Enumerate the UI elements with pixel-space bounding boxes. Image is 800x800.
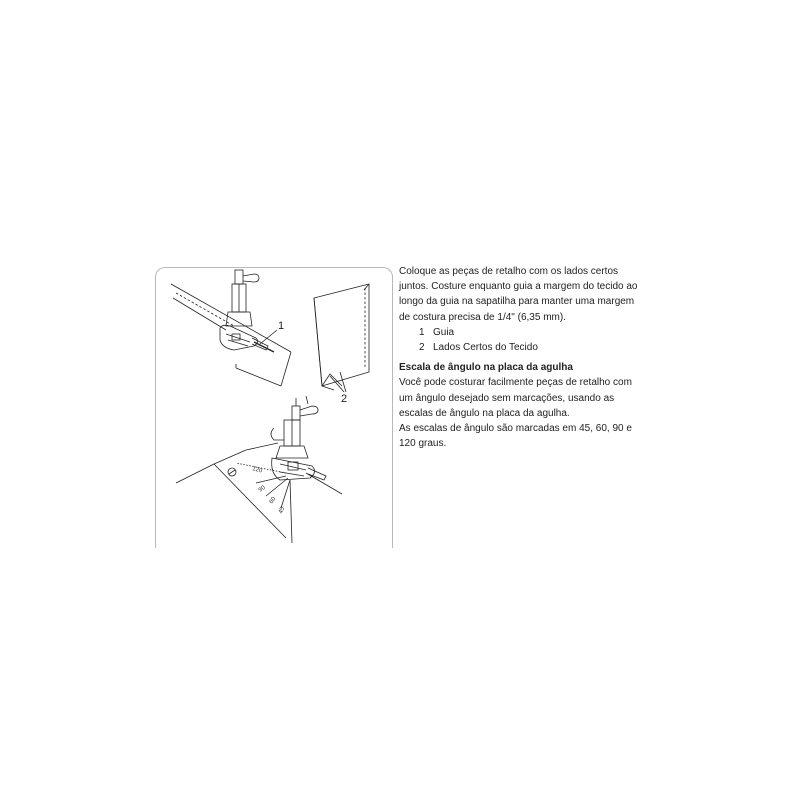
intro-paragraph: Coloque as peças de retalho com os lados certos juntos. Costure enquanto guia a margem do tecido ao longo da guia na sapatilha para manter uma margem de costura precisa de 1/4" (6,35 mm). (399, 266, 638, 323)
angle-label-120: 120 (251, 466, 263, 475)
section-heading: Escala de ângulo na placa da agulha (399, 362, 573, 374)
angle-label-60: 60 (268, 496, 278, 506)
fabric-right-sides-drawing (314, 284, 369, 392)
angle-scale-note: As escalas de ângulo são marcadas em 45, 60, 90 e 120 graus. (399, 423, 632, 450)
angle-label-45: 45 (278, 506, 287, 515)
callout-1: 1 (278, 320, 285, 332)
legend-item-guide (399, 325, 639, 340)
legend-number: 1 (419, 326, 425, 338)
legend-label: Lados Certos do Tecido (433, 342, 538, 354)
callout-2: 2 (341, 393, 348, 405)
legend-label: Guia (433, 326, 455, 338)
angle-scale-paragraph: Você pode costurar facilmente peças de retalho com um ângulo desejado sem marcações, usando as escalas de ângulo na placa da agulha. (399, 377, 632, 419)
legend-number: 2 (419, 342, 425, 354)
angle-label-90: 90 (257, 484, 267, 494)
legend-item-fabric (399, 340, 639, 355)
instruction-text (399, 264, 639, 451)
illustration-frame (155, 267, 393, 548)
sewing-illustration (156, 268, 392, 548)
presser-foot-guide-drawing (171, 270, 291, 386)
